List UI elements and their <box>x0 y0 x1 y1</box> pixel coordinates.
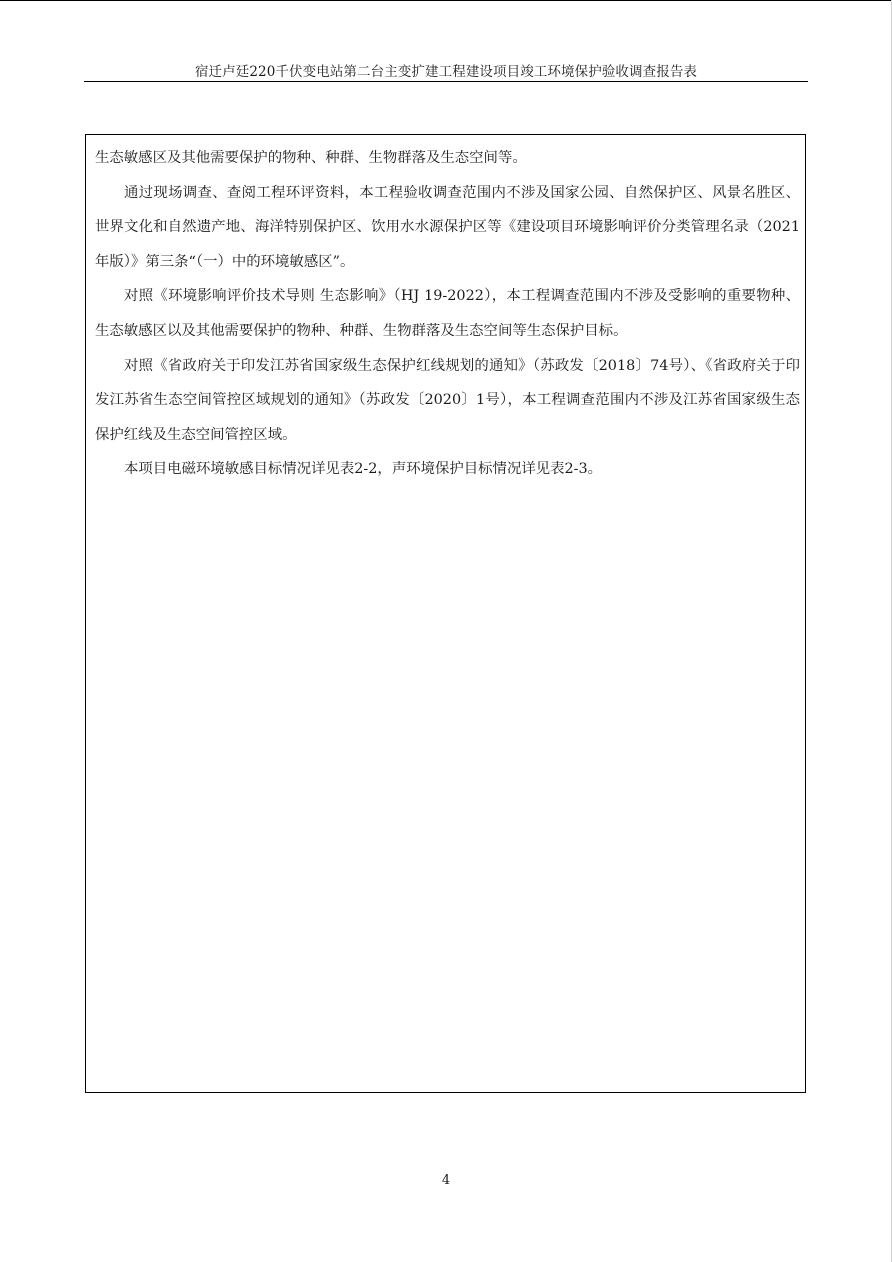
header-divider <box>84 81 808 82</box>
paragraph-eia-guideline: 对照《环境影响评价技术导则 生态影响》（HJ 19-2022），本工程调查范围内不涉及受影响的重要物种、生态敏感区以及其他需要保护的物种、种群、生物群落及生态空间等生态保护目标。 <box>95 288 800 339</box>
report-body-text <box>95 141 800 487</box>
paragraph-sensitive-targets: 本项目电磁环境敏感目标情况详见表2-2，声环境保护目标情况详见表2-3。 <box>124 461 603 478</box>
document-header-title: 宿迁卢廷220千伏变电站第二台主变扩建工程建设项目竣工环境保护验收调查报告表 <box>194 64 698 80</box>
report-table-cell <box>85 134 806 1093</box>
paragraph-site-survey: 通过现场调查、查阅工程环评资料，本工程验收调查范围内不涉及国家公园、自然保护区、风景名胜区、世界文化和自然遗产地、海洋特别保护区、饮用水水源保护区等《建设项目环境影响评价分类管理名录（2021年版）》第三条“（一）中的环境敏感区”。 <box>95 184 800 270</box>
paragraph-provincial-red-line: 对照《省政府关于印发江苏省国家级生态保护红线规划的通知》（苏政发〔2018〕74号）、《省政府关于印发江苏省生态空间管控区域规划的通知》（苏政发〔2020〕1号），本工程调查范围内不涉及江苏省国家级生态保护红线及生态空间管控区域。 <box>95 357 800 443</box>
page-top-border <box>0 0 892 1</box>
page-number: 4 <box>441 1173 451 1188</box>
paragraph-continuation: 生态敏感区及其他需要保护的物种、种群、生物群落及生态空间等。 <box>95 150 527 166</box>
